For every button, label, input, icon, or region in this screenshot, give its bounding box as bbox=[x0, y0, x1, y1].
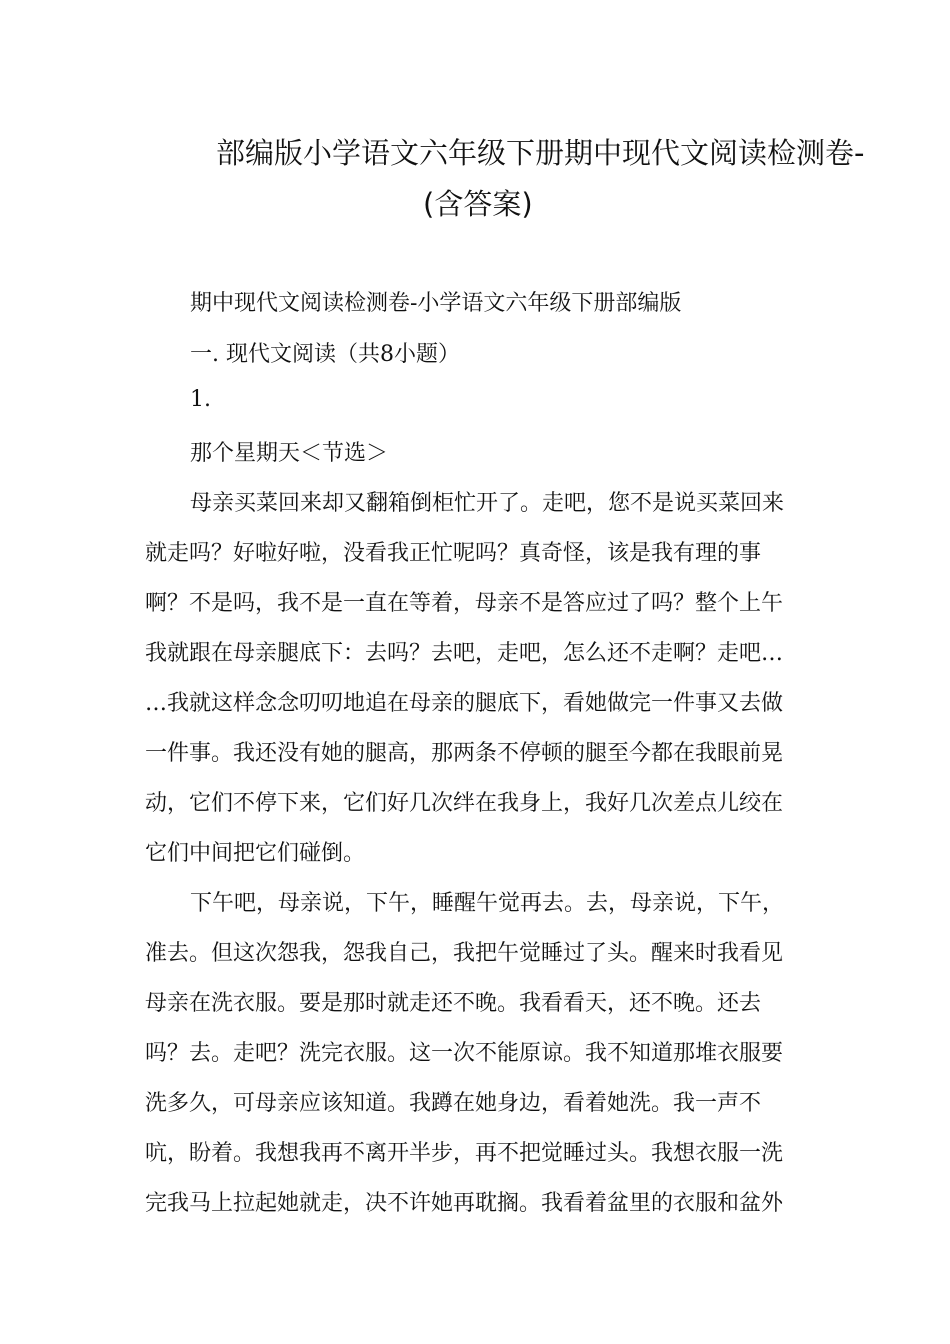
paragraph-line: 完我马上拉起她就走，决不许她再耽搁。我看着盆里的衣服和盆外 bbox=[145, 1191, 784, 1216]
paragraph-line: 下午吧，母亲说，下午，睡醒午觉再去。去，母亲说，下午， bbox=[190, 891, 785, 916]
paragraph-line: 准去。但这次怨我，怨我自己，我把午觉睡过了头。醒来时我看见 bbox=[145, 941, 784, 966]
question-number: 1. bbox=[190, 387, 211, 412]
section-heading: 一. 现代文阅读（共8小题） bbox=[190, 342, 460, 367]
paragraph-line: 动，它们不停下来，它们好几次绊在我身上，我好几次差点儿绞在 bbox=[145, 791, 784, 816]
paragraph-line: 吗？去。走吧？洗完衣服。这一次不能原谅。我不知道那堆衣服要 bbox=[145, 1041, 784, 1066]
paragraph-line: …我就这样念念叨叨地追在母亲的腿底下，看她做完一件事又去做 bbox=[145, 691, 784, 716]
document-title-line-1: 部编版小学语文六年级下册期中现代文阅读检测卷- bbox=[216, 136, 865, 170]
paragraph-line: 洗多久，可母亲应该知道。我蹲在她身边，看着她洗。我一声不 bbox=[145, 1091, 762, 1116]
paragraph-line: 啊？不是吗，我不是一直在等着，母亲不是答应过了吗？整个上午 bbox=[145, 591, 784, 616]
paragraph-line: 母亲买菜回来却又翻箱倒柜忙开了。走吧，您不是说买菜回来 bbox=[190, 491, 785, 516]
passage-title: 那个星期天＜节选＞ bbox=[190, 441, 389, 466]
subtitle: 期中现代文阅读检测卷-小学语文六年级下册部编版 bbox=[190, 291, 682, 316]
paragraph-line: 吭，盼着。我想我再不离开半步，再不把觉睡过头。我想衣服一洗 bbox=[145, 1141, 784, 1166]
paragraph-line: 母亲在洗衣服。要是那时就走还不晚。我看看天，还不晚。还去 bbox=[145, 991, 762, 1016]
paragraph-line: 一件事。我还没有她的腿高，那两条不停顿的腿至今都在我眼前晃 bbox=[145, 741, 784, 766]
paragraph-line: 就走吗？好啦好啦，没看我正忙呢吗？真奇怪，该是我有理的事 bbox=[145, 541, 762, 566]
paragraph-line: 它们中间把它们碰倒。 bbox=[145, 841, 366, 866]
document-title-line-2: (含答案) bbox=[423, 187, 533, 221]
paragraph-line: 我就跟在母亲腿底下：去吗？去吧，走吧，怎么还不走啊？走吧… bbox=[145, 641, 784, 666]
